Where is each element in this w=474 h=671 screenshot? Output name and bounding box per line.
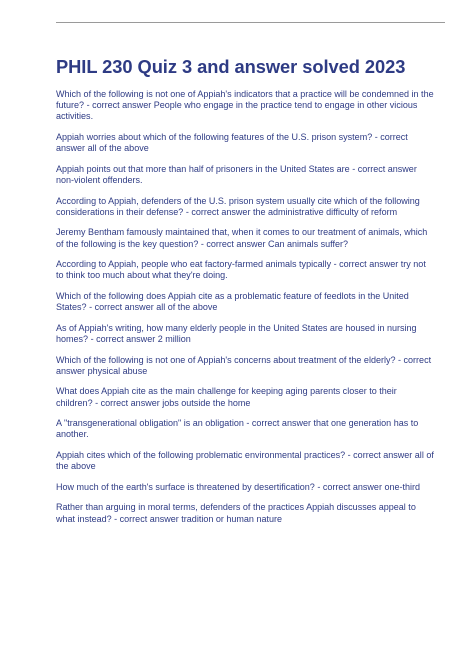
answer-marker: - correct answer [349, 163, 417, 174]
answer-marker: - correct answer [56, 132, 408, 154]
question-text: Appiah worries about which of the following features of the U.S. prison system? [56, 132, 373, 142]
answer-marker: - correct answer [345, 449, 415, 460]
qa-item [56, 323, 434, 345]
question-text: A "transgenerational obligation" is an obligation [56, 418, 244, 429]
qa-item [56, 450, 434, 472]
question-answer-list [56, 89, 434, 525]
qa-item [56, 418, 434, 440]
qa-item [56, 196, 434, 218]
answer-marker: - correct answer [56, 354, 432, 376]
answer-text: jobs outside the home [162, 397, 251, 408]
answer-text: 2 million [157, 333, 191, 344]
question-text: Jeremy Bentham famously maintained that, when it comes to our treatment of animals, which of the following is the key question? [56, 227, 428, 249]
qa-item [56, 132, 434, 154]
qa-item [56, 386, 434, 408]
qa-item [56, 164, 434, 186]
question-text: What does Appiah cite as the main challenge for keeping aging parents closer to their children? [56, 386, 397, 408]
answer-marker: - correct answer [84, 100, 154, 111]
answer-text: non-violent offenders. [56, 175, 143, 185]
question-text: Appiah cites which of the following problematic environmental practices? [56, 449, 346, 460]
answer-text: physical abuse [87, 365, 148, 376]
document-page [56, 56, 434, 534]
answer-marker: - correct answer [86, 302, 157, 313]
answer-text: Can animals suffer? [267, 238, 348, 249]
document-title: PHIL 230 Quiz 3 and answer solved 2023 [56, 56, 406, 77]
answer-text: tradition or human nature [181, 513, 283, 524]
answer-text: People who engage in the practice tend to engage in other vicious activities. [56, 100, 418, 122]
question-text: Which of the following does Appiah cite as a problematic feature of feedlots in the United States? [56, 290, 409, 313]
qa-item [56, 482, 434, 493]
answer-marker: - correct answer [243, 418, 314, 429]
answer-marker: - correct answer [88, 333, 158, 344]
question-text: Which of the following is not one of Appiah's concerns about treatment of the elderly? [56, 354, 396, 365]
answer-text: that one generation has to another. [56, 418, 419, 440]
question-text: Appiah points out that more than half of prisoners in the United States are [56, 163, 350, 174]
question-text: As of Appiah's writing, how many elderly people in the United States are housed in nursing homes? [56, 322, 417, 344]
answer-marker: - correct answer [331, 259, 401, 270]
answer-marker: - correct answer [111, 513, 182, 524]
question-text: According to Appiah, people who eat factory-farmed animals typically [56, 259, 332, 270]
question-text: Which of the following is not one of Appiah's indicators that a practice will be condemned in the future? [56, 89, 434, 111]
qa-item [56, 227, 434, 249]
answer-text: all of the above [156, 302, 218, 313]
answer-marker: - correct answer [314, 481, 385, 492]
answer-text: try not to think too much about what they're doing. [56, 259, 426, 281]
answer-text: all of the above [87, 143, 149, 154]
answer-text: all of the above [56, 449, 434, 472]
question-text: Rather than arguing in moral terms, defenders of the practices Appiah discusses appeal to what instead? [56, 502, 416, 524]
qa-item [56, 259, 434, 281]
question-text: How much of the earth's surface is threatened by desertification? [56, 481, 315, 492]
answer-marker: - correct answer [92, 397, 163, 408]
question-text: According to Appiah, defenders of the U.S. prison system usually cite which of the following considerations in their defense? [56, 195, 420, 217]
qa-item [56, 502, 434, 524]
answer-marker: - correct answer [198, 238, 268, 249]
answer-marker: - correct answer [183, 206, 253, 217]
top-divider [56, 22, 445, 23]
qa-item [56, 89, 434, 123]
answer-text: the administrative difficulty of reform [252, 206, 398, 217]
qa-item [56, 291, 434, 313]
answer-text: one-third [384, 481, 421, 492]
qa-item [56, 355, 434, 377]
